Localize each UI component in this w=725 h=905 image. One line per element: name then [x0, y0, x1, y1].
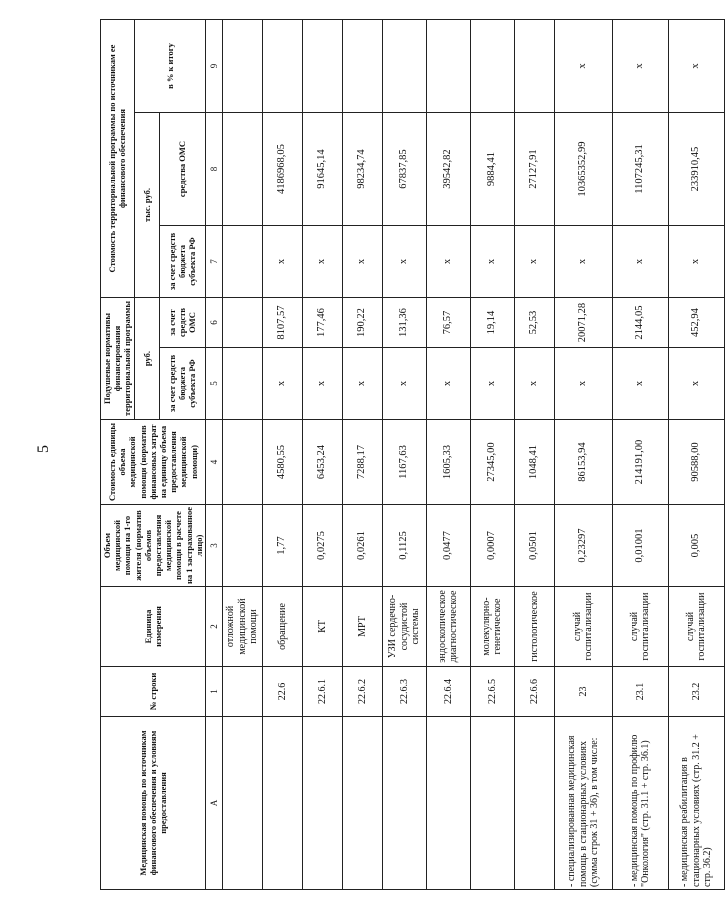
unit-cost-cell: 6453,24 — [302, 420, 342, 505]
care-type-cell — [514, 717, 554, 890]
norm-budget-cell: х — [382, 348, 426, 420]
header-norm-group: Подушевые нормативы финансирования территориальной программы — [101, 298, 135, 420]
cost-budget-cell: х — [554, 226, 612, 298]
unit-cell: случай госпитализации — [612, 587, 668, 667]
norm-budget-cell: х — [554, 348, 612, 420]
percent-cell — [342, 19, 382, 112]
column-index: А — [205, 717, 222, 890]
care-type-cell: - медицинская реабилитация в стационарных условиях (стр. 31.2 + стр. 36.2) — [668, 717, 724, 890]
column-index: 6 — [205, 298, 222, 348]
volume-cell: 0,005 — [668, 505, 724, 587]
header-cost-budget: за счет средств бюджета субъекта РФ — [159, 226, 205, 298]
unit-cost-cell: 1167,63 — [382, 420, 426, 505]
header-norm-budget: за счет средств бюджета субъекта РФ — [159, 348, 205, 420]
unit-cell: эндоскопическое диагностическое — [426, 587, 470, 667]
cost-budget-cell: х — [262, 226, 302, 298]
table-row — [514, 19, 554, 889]
rotated-table-container — [100, 20, 714, 890]
header-cost-unit: тыс. руб. — [134, 113, 159, 298]
header-care-type: Медицинская помощь по источникам финансового обеспечения и условиям предоставления — [101, 717, 206, 890]
row-number-cell: 23.1 — [612, 667, 668, 717]
unit-cost-cell: 7288,17 — [342, 420, 382, 505]
cost-oms-cell: 67837,85 — [382, 113, 426, 226]
percent-cell: х — [668, 19, 724, 112]
page-number: 5 — [35, 445, 52, 453]
financing-table — [100, 19, 725, 890]
volume-cell: 0,0501 — [514, 505, 554, 587]
norm-budget-cell: х — [612, 348, 668, 420]
norm-budget-cell: х — [342, 348, 382, 420]
row-number-cell: 23 — [554, 667, 612, 717]
percent-cell — [426, 19, 470, 112]
cost-budget-cell — [222, 226, 262, 298]
cost-budget-cell: х — [668, 226, 724, 298]
care-type-cell: - специализированная медицинская помощь в стационарных условиях (сумма строк 31 + 36), в том числе: — [554, 717, 612, 890]
unit-cost-cell: 1048,41 — [514, 420, 554, 505]
percent-cell — [470, 19, 514, 112]
table-row — [668, 19, 724, 889]
percent-cell — [302, 19, 342, 112]
percent-cell — [382, 19, 426, 112]
care-type-cell — [222, 717, 262, 890]
row-number-cell: 22.6.3 — [382, 667, 426, 717]
norm-budget-cell: х — [514, 348, 554, 420]
care-type-cell — [382, 717, 426, 890]
volume-cell: 1,77 — [262, 505, 302, 587]
table-row — [262, 19, 302, 889]
norm-oms-cell: 8107,57 — [262, 298, 302, 348]
header-unit: Единица измерения — [101, 587, 206, 667]
volume-cell — [222, 505, 262, 587]
volume-cell: 0,0477 — [426, 505, 470, 587]
cost-budget-cell: х — [426, 226, 470, 298]
header-norm-oms: за счет средств ОМС — [159, 298, 205, 348]
norm-oms-cell: 20071,28 — [554, 298, 612, 348]
header-volume: Объем медицинской помощи на 1-го жителя (норматив объемов предоставления медицинской помощи в расчете на 1 застрахованное лицо) — [101, 505, 206, 587]
cost-oms-cell: 27127,91 — [514, 113, 554, 226]
table-row — [382, 19, 426, 889]
column-index: 7 — [205, 226, 222, 298]
norm-oms-cell: 452,94 — [668, 298, 724, 348]
norm-oms-cell — [222, 298, 262, 348]
column-index: 1 — [205, 667, 222, 717]
cost-oms-cell: 1107245,31 — [612, 113, 668, 226]
row-number-cell: 22.6.5 — [470, 667, 514, 717]
row-number-cell: 22.6 — [262, 667, 302, 717]
cost-budget-cell: х — [612, 226, 668, 298]
norm-oms-cell: 52,53 — [514, 298, 554, 348]
row-number-cell — [222, 667, 262, 717]
column-index-row — [205, 19, 222, 889]
unit-cell: КТ — [302, 587, 342, 667]
cost-oms-cell: 39542,82 — [426, 113, 470, 226]
norm-oms-cell: 190,22 — [342, 298, 382, 348]
table-row — [302, 19, 342, 889]
unit-cell: обращение — [262, 587, 302, 667]
row-number-cell: 23.2 — [668, 667, 724, 717]
norm-budget-cell — [222, 348, 262, 420]
unit-cell: УЗИ сердечно-сосудистой системы — [382, 587, 426, 667]
volume-cell: 0,23297 — [554, 505, 612, 587]
table-row — [554, 19, 612, 889]
column-index: 9 — [205, 19, 222, 112]
unit-cell: случай госпитализации — [554, 587, 612, 667]
column-index: 8 — [205, 113, 222, 226]
norm-oms-cell: 177,46 — [302, 298, 342, 348]
row-number-cell: 22.6.4 — [426, 667, 470, 717]
header-cost-group: Стоимость территориальной программы по источникам ее финансового обеспечения — [101, 19, 135, 297]
care-type-cell — [302, 717, 342, 890]
norm-budget-cell: х — [426, 348, 470, 420]
unit-cost-cell — [222, 420, 262, 505]
header-percent: в % к итогу — [134, 19, 205, 112]
table-row — [426, 19, 470, 889]
volume-cell: 0,0275 — [302, 505, 342, 587]
norm-oms-cell: 19,14 — [470, 298, 514, 348]
care-type-cell — [470, 717, 514, 890]
unit-cell: случай госпитализации — [668, 587, 724, 667]
table-row — [612, 19, 668, 889]
care-type-cell — [262, 717, 302, 890]
column-index: 3 — [205, 505, 222, 587]
cost-oms-cell: 98234,74 — [342, 113, 382, 226]
row-number-cell: 22.6.1 — [302, 667, 342, 717]
column-index: 2 — [205, 587, 222, 667]
percent-cell — [222, 19, 262, 112]
column-index: 4 — [205, 420, 222, 505]
cost-oms-cell: 233910,45 — [668, 113, 724, 226]
unit-cost-cell: 90588,00 — [668, 420, 724, 505]
volume-cell: 0,01001 — [612, 505, 668, 587]
unit-cell: отложной медицинской помощи — [222, 587, 262, 667]
table-row — [470, 19, 514, 889]
care-type-cell: - медицинская помощь по профилю "Онкология" (стр. 31.1 + стр. 36.1) — [612, 717, 668, 890]
volume-cell: 0,1125 — [382, 505, 426, 587]
norm-budget-cell: х — [470, 348, 514, 420]
cost-oms-cell: 91645,14 — [302, 113, 342, 226]
cost-oms-cell — [222, 113, 262, 226]
cost-oms-cell: 10365352,99 — [554, 113, 612, 226]
column-index: 5 — [205, 348, 222, 420]
cost-budget-cell: х — [382, 226, 426, 298]
table-row — [342, 19, 382, 889]
volume-cell: 0,0261 — [342, 505, 382, 587]
percent-cell — [262, 19, 302, 112]
volume-cell: 0,0007 — [470, 505, 514, 587]
cost-oms-cell: 9884,41 — [470, 113, 514, 226]
row-number-cell: 22.6.2 — [342, 667, 382, 717]
unit-cost-cell: 1605,33 — [426, 420, 470, 505]
care-type-cell — [342, 717, 382, 890]
norm-budget-cell: х — [302, 348, 342, 420]
norm-oms-cell: 76,57 — [426, 298, 470, 348]
cost-budget-cell: х — [470, 226, 514, 298]
unit-cost-cell: 4580,55 — [262, 420, 302, 505]
header-row-number: № строки — [101, 667, 206, 717]
unit-cost-cell: 214191,00 — [612, 420, 668, 505]
cost-budget-cell: х — [514, 226, 554, 298]
cost-oms-cell: 4186968,05 — [262, 113, 302, 226]
percent-cell: х — [612, 19, 668, 112]
header-unit-cost: Стоимость единицы объема медицинской помощи (норматив финансовых затрат на единицу объема предоставления медицинской помощи) — [101, 420, 206, 505]
unit-cost-cell: 27345,00 — [470, 420, 514, 505]
care-type-cell — [426, 717, 470, 890]
percent-cell: х — [554, 19, 612, 112]
unit-cell: молекулярно-генетическое — [470, 587, 514, 667]
norm-budget-cell: х — [262, 348, 302, 420]
unit-cell: МРТ — [342, 587, 382, 667]
table-row — [222, 19, 262, 889]
cost-budget-cell: х — [342, 226, 382, 298]
cost-budget-cell: х — [302, 226, 342, 298]
percent-cell — [514, 19, 554, 112]
norm-oms-cell: 131,36 — [382, 298, 426, 348]
header-cost-oms: средства ОМС — [159, 113, 205, 226]
header-norm-unit: руб. — [134, 298, 159, 420]
norm-budget-cell: х — [668, 348, 724, 420]
unit-cost-cell: 86153,94 — [554, 420, 612, 505]
row-number-cell: 22.6.6 — [514, 667, 554, 717]
norm-oms-cell: 2144,05 — [612, 298, 668, 348]
unit-cell: гистологическое — [514, 587, 554, 667]
